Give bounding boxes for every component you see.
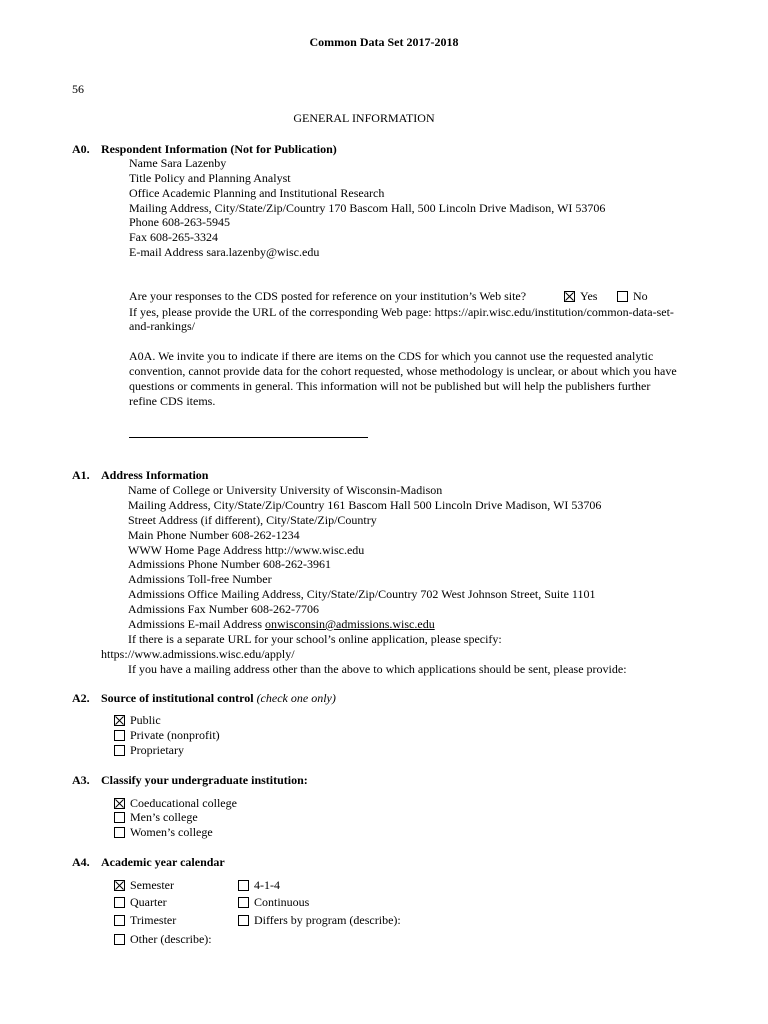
a2-note: (check one only): [256, 691, 336, 705]
a4-semester-checkbox[interactable]: [114, 880, 125, 891]
section-title: GENERAL INFORMATION: [293, 111, 435, 125]
a0-yes-label: Yes: [580, 289, 598, 303]
a0-url-line2: and-rankings/: [129, 319, 195, 333]
a0-no-checkbox[interactable]: [617, 291, 628, 302]
check-x-mark-icon: [115, 881, 124, 890]
a2-public-label: Public: [130, 713, 161, 727]
a4-continuous-checkbox[interactable]: [238, 897, 249, 908]
a0-code: A0.: [72, 142, 90, 156]
a1-admissions-phone: Admissions Phone Number 608-262-3961: [128, 557, 331, 571]
a1-code: A1.: [72, 468, 90, 482]
a3-coed-checkbox[interactable]: [114, 798, 125, 809]
a2-public-checkbox[interactable]: [114, 715, 125, 726]
a4-code: A4.: [72, 855, 90, 869]
a0-heading: Respondent Information (Not for Publication): [101, 142, 337, 156]
a1-online-app-url: https://www.admissions.wisc.edu/apply/: [101, 647, 295, 661]
a1-email-link[interactable]: onwisconsin@admissions.wisc.edu: [265, 617, 435, 631]
a0a-line2: convention, cannot provide data for the cohort requested, whose methodology is unclear, or about which you have: [129, 364, 677, 378]
a2-code: A2.: [72, 691, 90, 705]
a0-yes-checkbox[interactable]: [564, 291, 575, 302]
a0-email: E-mail Address sara.lazenby@wisc.edu: [129, 245, 320, 259]
a1-admissions-email-row: [128, 617, 435, 632]
a1-online-app-question: If there is a separate URL for your school’s online application, please specify:: [128, 632, 502, 646]
a3-womens-label: Women’s college: [130, 825, 213, 839]
a1-main-phone: Main Phone Number 608-262-1234: [128, 528, 300, 542]
page-header-title: Common Data Set 2017-2018: [309, 35, 459, 49]
a0-title: Title Policy and Planning Analyst: [129, 171, 291, 185]
a0a-line3: questions or comments in general. This information will not be published but will help the publishers further: [129, 379, 651, 393]
a1-college-name: Name of College or University University of Wisconsin-Madison: [128, 483, 443, 497]
a4-continuous-label: Continuous: [254, 895, 310, 909]
a1-admissions-fax: Admissions Fax Number 608-262-7706: [128, 602, 319, 616]
a4-414-label: 4-1-4: [254, 878, 280, 892]
a1-other-address: If you have a mailing address other than the above to which applications should be sent, please provide:: [128, 662, 627, 676]
a1-admissions-mailing: Admissions Office Mailing Address, City/State/Zip/Country 702 West Johnson Street, Suite 1101: [128, 587, 596, 601]
a0a-response-line[interactable]: [129, 437, 368, 438]
a0-phone: Phone 608-263-5945: [129, 215, 230, 229]
a4-trimester-label: Trimester: [130, 913, 177, 927]
a0-no-label: No: [633, 289, 648, 303]
a4-semester-label: Semester: [130, 878, 174, 892]
a3-coed-label: Coeducational college: [130, 796, 237, 810]
a2-private-checkbox[interactable]: [114, 730, 125, 741]
a3-mens-label: Men’s college: [130, 810, 198, 824]
a3-womens-checkbox[interactable]: [114, 827, 125, 838]
a2-heading: Source of institutional control: [101, 691, 257, 705]
a1-email-label: Admissions E-mail Address: [128, 617, 265, 631]
a0-fax: Fax 608-265-3324: [129, 230, 218, 244]
a2-heading-row: [101, 691, 336, 706]
a1-toll-free: Admissions Toll-free Number: [128, 572, 272, 586]
a2-proprietary-checkbox[interactable]: [114, 745, 125, 756]
check-x-mark-icon: [115, 799, 124, 808]
a0-web-question: Are your responses to the CDS posted for reference on your institution’s Web site?: [129, 289, 527, 303]
a0a-line1: A0A. We invite you to indicate if there are items on the CDS for which you cannot use the requested analytic: [129, 349, 654, 363]
a4-quarter-label: Quarter: [130, 895, 167, 909]
a4-other-checkbox[interactable]: [114, 934, 125, 945]
a1-mailing-address: Mailing Address, City/State/Zip/Country 161 Bascom Hall 500 Lincoln Drive Madison, WI 53706: [128, 498, 602, 512]
a4-differs-checkbox[interactable]: [238, 915, 249, 926]
page-number: 56: [72, 82, 84, 96]
a2-proprietary-label: Proprietary: [130, 743, 184, 757]
a0-url-line1: If yes, please provide the URL of the corresponding Web page: https://apir.wisc.edu/institution/common-data-set-: [129, 305, 674, 319]
a4-other-label: Other (describe):: [130, 932, 212, 946]
a1-home-page: WWW Home Page Address http://www.wisc.edu: [128, 543, 365, 557]
a3-heading: Classify your undergraduate institution:: [101, 773, 308, 787]
a2-private-label: Private (nonprofit): [130, 728, 220, 742]
check-x-mark-icon: [565, 292, 574, 301]
check-x-mark-icon: [115, 716, 124, 725]
a1-street-address: Street Address (if different), City/State/Zip/Country: [128, 513, 377, 527]
a0-name: Name Sara Lazenby: [129, 156, 227, 170]
a3-mens-checkbox[interactable]: [114, 812, 125, 823]
a0-mailing-address: Mailing Address, City/State/Zip/Country 170 Bascom Hall, 500 Lincoln Drive Madison, WI 53706: [129, 201, 606, 215]
a0a-line4: refine CDS items.: [129, 394, 216, 408]
a4-quarter-checkbox[interactable]: [114, 897, 125, 908]
a1-heading: Address Information: [101, 468, 209, 482]
a4-heading: Academic year calendar: [101, 855, 225, 869]
a3-code: A3.: [72, 773, 90, 787]
a4-trimester-checkbox[interactable]: [114, 915, 125, 926]
a4-414-checkbox[interactable]: [238, 880, 249, 891]
a0-office: Office Academic Planning and Institutional Research: [129, 186, 385, 200]
a4-differs-label: Differs by program (describe):: [254, 913, 401, 927]
